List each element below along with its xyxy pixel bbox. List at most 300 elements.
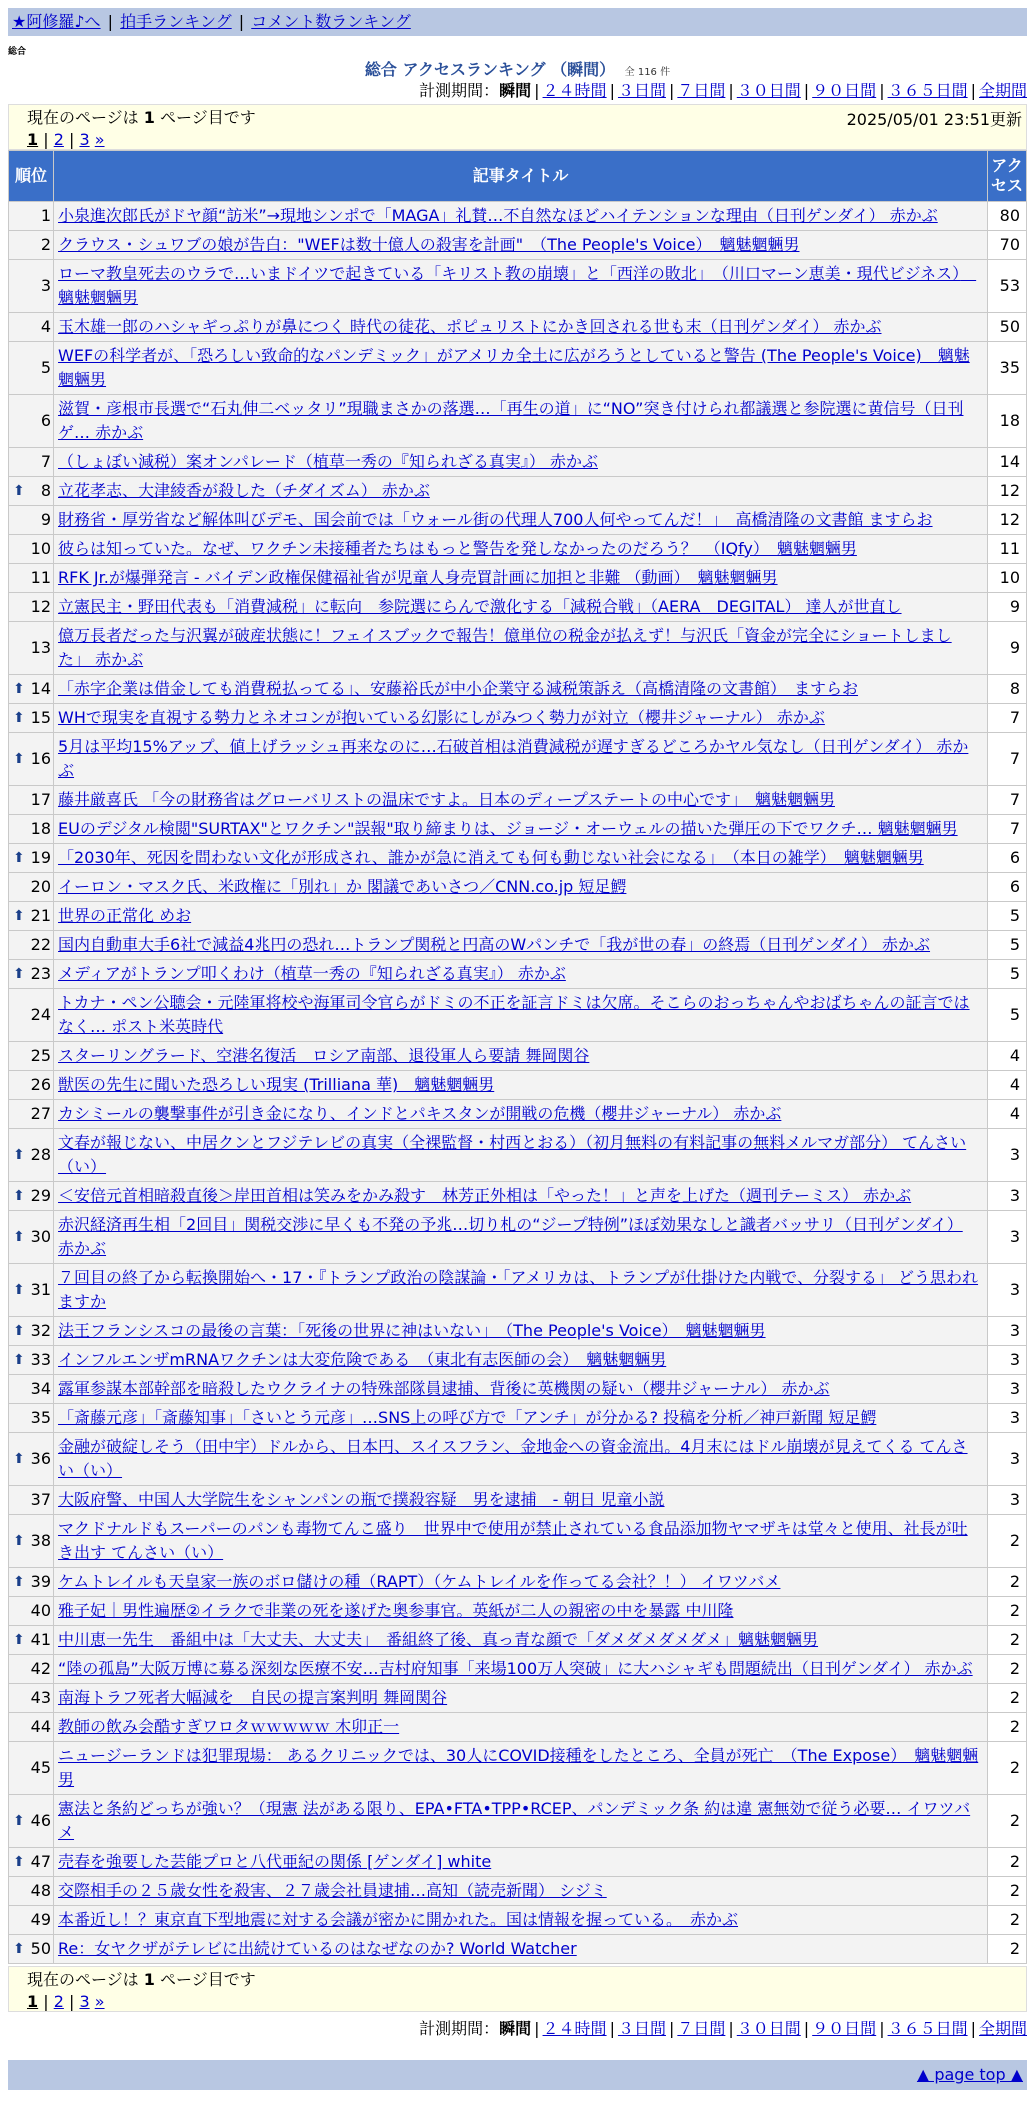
rank-number: 17 bbox=[30, 790, 52, 809]
table-row bbox=[9, 1626, 1026, 1654]
bottom-period-link-3[interactable]: ３０日間 bbox=[736, 2019, 801, 2038]
article-title-link[interactable]: 大阪府警、中国人大学院生をシャンパンの瓶で撲殺容疑 男を逮捕 - 朝日 児童小説 bbox=[58, 1490, 665, 1509]
rank-cell bbox=[9, 675, 53, 703]
table-row bbox=[9, 1597, 1026, 1625]
table-row bbox=[9, 1713, 1026, 1741]
title-cell bbox=[54, 202, 987, 230]
article-title-link[interactable]: 金融が破綻しそう（田中宇）ドルから、日本円、スイスフラン、金地金への資金流出。4月末にはドル崩壊が見えてくる てんさい（い） bbox=[58, 1437, 968, 1480]
table-row bbox=[9, 1906, 1026, 1934]
table-row bbox=[9, 231, 1026, 259]
rank-number: 35 bbox=[30, 1408, 52, 1427]
article-title-link[interactable]: 億万長者だった与沢翼が破産状態に！フェイスブックで報告！億単位の税金が払えず！与沢氏「資金が完全にショートしました」 赤かぶ bbox=[58, 626, 952, 669]
article-title-link[interactable]: 「2030年、死因を問わない文化が形成され、誰かが急に消えても何も動じない社会になる」 （本日の雑学） 魑魅魍魎男 bbox=[58, 848, 924, 867]
title-cell bbox=[54, 593, 987, 621]
article-title-link[interactable]: 小泉進次郎氏がドヤ顔“訪米”→現地シンポで「MAGA」礼賛…不自然なほどハイテンションな理由（日刊ゲンダイ） 赤かぶ bbox=[58, 206, 938, 225]
table-row bbox=[9, 313, 1026, 341]
title-cell bbox=[54, 704, 987, 732]
access-count: 18 bbox=[988, 395, 1026, 447]
rank-cell bbox=[9, 506, 53, 534]
top-period-link-2[interactable]: ７日間 bbox=[677, 81, 726, 100]
title-cell bbox=[54, 231, 987, 259]
rank-cell bbox=[9, 1795, 53, 1847]
pager-links bbox=[27, 129, 1008, 151]
article-title-link[interactable]: 獣医の先生に聞いた恐ろしい現実 (Trilliana 華) 魑魅魍魎男 bbox=[58, 1075, 495, 1094]
rank-number: 4 bbox=[40, 317, 52, 336]
access-count: 3 bbox=[988, 1433, 1026, 1485]
article-title-link[interactable]: 本番近し！？東京直下型地震に対する会議が密かに開かれた。国は情報を握っている。 赤かぶ bbox=[58, 1910, 739, 1929]
table-row bbox=[9, 342, 1026, 394]
table-row bbox=[9, 786, 1026, 814]
table-row bbox=[9, 1848, 1026, 1876]
rank-cell bbox=[9, 313, 53, 341]
rank-number: 10 bbox=[30, 539, 52, 558]
rank-number: 25 bbox=[30, 1046, 52, 1065]
up-arrow-icon: ⬆ bbox=[13, 966, 25, 982]
rank-cell bbox=[9, 844, 53, 872]
up-arrow-icon: ⬆ bbox=[13, 751, 25, 767]
access-count: 4 bbox=[988, 1100, 1026, 1128]
article-title-link[interactable]: WEFの科学者が、「恐ろしい致命的なパンデミック」がアメリカ全土に広がろうとしていると警告 (The People's Voice) 魑魅魍魎男 bbox=[58, 346, 970, 389]
rank-number: 24 bbox=[30, 1005, 52, 1024]
access-count: 3 bbox=[988, 1211, 1026, 1263]
access-count: 2 bbox=[988, 1655, 1026, 1683]
rank-cell bbox=[9, 1182, 53, 1210]
article-title-link[interactable]: スターリングラード、空港名復活 ロシア南部、退役軍人ら要請 舞岡関谷 bbox=[58, 1046, 590, 1065]
pager-text-after: ページ目です bbox=[160, 1970, 256, 1989]
pager-page-link[interactable]: 2 bbox=[53, 130, 64, 149]
pager-status bbox=[27, 1969, 1008, 1991]
title-cell bbox=[54, 448, 987, 476]
page-top-link[interactable]: ▲ page top ▲ bbox=[916, 2065, 1023, 2084]
pager-page-link[interactable]: 2 bbox=[53, 1992, 64, 2011]
title-cell bbox=[54, 1071, 987, 1099]
rank-cell bbox=[9, 622, 53, 674]
article-title-link[interactable]: ケムトレイルも天皇家一族のボロ儲けの種（RAPT）（ケムトレイルを作ってる会社？！） イワツバメ bbox=[58, 1572, 781, 1591]
period-separator: | bbox=[534, 2019, 540, 2038]
title-cell bbox=[54, 1404, 987, 1432]
access-count: 3 bbox=[988, 1264, 1026, 1316]
title-cell bbox=[54, 1346, 987, 1374]
top-period-link-5[interactable]: ３６５日間 bbox=[887, 81, 968, 100]
table-row bbox=[9, 564, 1026, 592]
title-cell bbox=[54, 1486, 987, 1514]
title-cell bbox=[54, 1742, 987, 1794]
section-label: 総合 bbox=[8, 47, 27, 57]
rank-cell bbox=[9, 1375, 53, 1403]
article-title-link[interactable]: 玉木雄一郎のハシャギっぷりが鼻につく 時代の徒花、ポピュリストにかき回される世も末（日刊ゲンダイ） 赤かぶ bbox=[58, 317, 882, 336]
up-arrow-icon: ⬆ bbox=[13, 1533, 25, 1549]
table-row bbox=[9, 1346, 1026, 1374]
rank-cell bbox=[9, 231, 53, 259]
table-row bbox=[9, 960, 1026, 988]
bottom-period-link-2[interactable]: ７日間 bbox=[677, 2019, 726, 2038]
access-count: 2 bbox=[988, 1795, 1026, 1847]
article-title-link[interactable]: 憲法と条約どっちが強い？（現憲 法がある限り、EPA•FTA•TPP•RCEP、パンデミック条 約は違 憲無効で従う必要… イワツバメ bbox=[58, 1799, 971, 1842]
article-title-link[interactable]: 南海トラフ死者大幅減を 自民の提言案判明 舞岡関谷 bbox=[58, 1688, 448, 1707]
pager-next-link[interactable]: » bbox=[94, 1992, 105, 2011]
top-period-link-3[interactable]: ３０日間 bbox=[736, 81, 801, 100]
period-separator: | bbox=[879, 2019, 885, 2038]
rank-number: 27 bbox=[30, 1104, 52, 1123]
up-arrow-icon: ⬆ bbox=[13, 1574, 25, 1590]
article-title-link[interactable]: 雅子妃｜男性遍歴②イラクで非業の死を遂げた奥参事官。英紙が二人の親密の中を暴露 中川隆 bbox=[58, 1601, 734, 1620]
title-cell bbox=[54, 1684, 987, 1712]
title-cell bbox=[54, 1713, 987, 1741]
rank-number: 45 bbox=[30, 1758, 52, 1777]
article-title-link[interactable]: マクドナルドもスーパーのパンも毒物てんこ盛り 世界中で使用が禁止されている食品添加物ヤマザキは堂々と使用、社長が吐き出す てんさい（い） bbox=[58, 1519, 968, 1562]
article-title-link[interactable]: 財務省・厚労省など解体叫びデモ、国会前では「ウォール街の代理人700人何やってんだ！」 高橋清隆の文書館 ますらお bbox=[58, 510, 933, 529]
title-cell bbox=[54, 873, 987, 901]
title-cell bbox=[54, 535, 987, 563]
title-cell bbox=[54, 1182, 987, 1210]
title-cell bbox=[54, 260, 987, 312]
rank-cell bbox=[9, 1935, 53, 1963]
rank-number: 20 bbox=[30, 877, 52, 896]
nav-link-applause-ranking[interactable]: 拍手ランキング bbox=[120, 12, 232, 31]
rank-cell bbox=[9, 902, 53, 930]
table-row bbox=[9, 1935, 1026, 1963]
rank-number: 22 bbox=[30, 935, 52, 954]
pager-separator: | bbox=[38, 130, 54, 149]
access-count: 6 bbox=[988, 844, 1026, 872]
up-arrow-icon: ⬆ bbox=[13, 483, 25, 499]
rank-cell bbox=[9, 342, 53, 394]
rank-number: 3 bbox=[40, 276, 52, 295]
title-cell bbox=[54, 1655, 987, 1683]
title-cell bbox=[54, 313, 987, 341]
table-row bbox=[9, 675, 1026, 703]
article-title-link[interactable]: 立花孝志、大津綾香が殺した（チダイズム） 赤かぶ bbox=[58, 481, 430, 500]
article-title-link[interactable]: 法王フランシスコの最後の言葉：「死後の世界に神はいない」 （The People's Voice） 魑魅魍魎男 bbox=[58, 1321, 766, 1340]
rank-cell bbox=[9, 960, 53, 988]
article-title-link[interactable]: 世界の正常化 めお bbox=[58, 906, 192, 925]
rank-number: 12 bbox=[30, 597, 52, 616]
table-row bbox=[9, 1742, 1026, 1794]
up-arrow-icon: ⬆ bbox=[13, 710, 25, 726]
nav-link-asyura[interactable]: ★阿修羅♪へ bbox=[12, 12, 101, 31]
rank-cell bbox=[9, 1877, 53, 1905]
top-period-link-4[interactable]: ９０日間 bbox=[812, 81, 877, 100]
pager-next-link[interactable]: » bbox=[94, 130, 105, 149]
top-nav-bar bbox=[8, 8, 1027, 36]
access-count: 2 bbox=[988, 1568, 1026, 1596]
table-row bbox=[9, 931, 1026, 959]
header-rank: 順位 bbox=[9, 151, 53, 201]
pager-text-before: 現在のページは bbox=[27, 108, 139, 127]
table-row bbox=[9, 815, 1026, 843]
access-count: 12 bbox=[988, 506, 1026, 534]
rank-number: 6 bbox=[40, 411, 52, 430]
nav-separator: | bbox=[107, 12, 114, 31]
total-count: 全 116 件 bbox=[624, 67, 671, 78]
pager-current-page: 1 bbox=[143, 108, 155, 127]
rank-cell bbox=[9, 477, 53, 505]
period-separator: | bbox=[668, 81, 675, 100]
article-title-link[interactable]: クラウス・シュワブの娘が告白："WEFは数十億人の殺害を計画" （The People's Voice） 魑魅魍魎男 bbox=[58, 235, 800, 254]
access-count: 11 bbox=[988, 535, 1026, 563]
access-count: 7 bbox=[988, 786, 1026, 814]
article-title-link[interactable]: Re：女ヤクザがテレビに出続けているのはなぜなのか? World Watcher bbox=[58, 1939, 577, 1958]
table-row bbox=[9, 535, 1026, 563]
article-title-link[interactable]: 国内自動車大手6社で減益4兆円の恐れ…トランプ関税と円高のWパンチで「我が世の春」の終焉（日刊ゲンダイ） 赤かぶ bbox=[58, 935, 931, 954]
up-arrow-icon: ⬆ bbox=[13, 681, 25, 697]
article-title-link[interactable]: ＜安倍元首相暗殺直後＞岸田首相は笑みをかみ殺す 林芳正外相は「やった！」と声を上げた（週刊テーミス） 赤かぶ bbox=[58, 1186, 912, 1205]
article-title-link[interactable]: インフルエンザmRNAワクチンは大変危険である （東北有志医師の会） 魑魅魍魎男 bbox=[58, 1350, 667, 1369]
page-title: 総合 アクセスランキング （瞬間） bbox=[364, 60, 616, 79]
up-arrow-icon: ⬆ bbox=[13, 1188, 25, 1204]
rank-cell bbox=[9, 873, 53, 901]
ranking-heading bbox=[0, 60, 1035, 80]
nav-link-comment-ranking[interactable]: コメント数ランキング bbox=[251, 12, 411, 31]
title-cell bbox=[54, 1626, 987, 1654]
rank-cell bbox=[9, 786, 53, 814]
article-title-link[interactable]: カシミールの襲撃事件が引き金になり、インドとパキスタンが開戦の危機（櫻井ジャーナル） 赤かぶ bbox=[58, 1104, 782, 1123]
article-title-link[interactable]: 彼らは知っていた。なぜ、ワクチン未接種者たちはもっと警告を発しなかったのだろう？ （IQfy） 魑魅魍魎男 bbox=[58, 539, 857, 558]
table-row bbox=[9, 1042, 1026, 1070]
table-row bbox=[9, 622, 1026, 674]
rank-number: 29 bbox=[30, 1186, 52, 1205]
access-count: 2 bbox=[988, 1742, 1026, 1794]
table-row bbox=[9, 1264, 1026, 1316]
up-arrow-icon: ⬆ bbox=[13, 1282, 25, 1298]
access-count: 3 bbox=[988, 1129, 1026, 1181]
rank-cell bbox=[9, 1071, 53, 1099]
pager-text-after: ページ目です bbox=[160, 108, 256, 127]
article-title-link[interactable]: EUのデジタル検閲"SURTAX"とワクチン"誤報"取り締まりは、ジョージ・オーウェルの描いた弾圧の下でワクチ… 魑魅魍魎男 bbox=[58, 819, 958, 838]
title-cell bbox=[54, 506, 987, 534]
pager-page-current: 1 bbox=[27, 130, 39, 149]
rank-number: 46 bbox=[30, 1811, 52, 1830]
title-cell bbox=[54, 1375, 987, 1403]
table-row bbox=[9, 1795, 1026, 1847]
rank-number: 49 bbox=[30, 1910, 52, 1929]
table-row bbox=[9, 902, 1026, 930]
rank-number: 9 bbox=[40, 510, 52, 529]
article-title-link[interactable]: 立憲民主・野田代表も「消費減税」に転向 参院選にらんで激化する「減税合戦」（AERA DEGITAL） 達人が世直し bbox=[58, 597, 902, 616]
access-count: 9 bbox=[988, 593, 1026, 621]
pager-bottom bbox=[8, 1966, 1027, 2012]
rank-number: 33 bbox=[30, 1350, 52, 1369]
rank-cell bbox=[9, 1433, 53, 1485]
title-cell bbox=[54, 1568, 987, 1596]
table-row bbox=[9, 260, 1026, 312]
rank-number: 28 bbox=[30, 1145, 52, 1164]
rank-number: 39 bbox=[30, 1572, 52, 1591]
ranking-table bbox=[8, 150, 1027, 1964]
period-current: 瞬間 bbox=[499, 81, 532, 100]
article-title-link[interactable]: 露軍参謀本部幹部を暗殺したウクライナの特殊部隊員逮捕、背後に英機関の疑い（櫻井ジャーナル） 赤かぶ bbox=[58, 1379, 830, 1398]
rank-number: 16 bbox=[30, 749, 52, 768]
title-cell bbox=[54, 1795, 987, 1847]
rank-number: 18 bbox=[30, 819, 52, 838]
bottom-period-link-0[interactable]: ２４時間 bbox=[542, 2019, 607, 2038]
title-cell bbox=[54, 1433, 987, 1485]
title-cell bbox=[54, 815, 987, 843]
article-title-link[interactable]: RFK Jr.が爆弾発言 - バイデン政権保健福祉省が児童人身売買計画に加担と非難 （動画） 魑魅魍魎男 bbox=[58, 568, 778, 587]
title-cell bbox=[54, 733, 987, 785]
rank-cell bbox=[9, 448, 53, 476]
rank-cell bbox=[9, 1042, 53, 1070]
access-count: 3 bbox=[988, 1404, 1026, 1432]
article-title-link[interactable]: イーロン・マスク氏、米政権に「別れ」か 閣議であいさつ／CNN.co.jp 短足鰐 bbox=[58, 877, 627, 896]
title-cell bbox=[54, 1042, 987, 1070]
rank-number: 21 bbox=[30, 906, 52, 925]
rank-number: 19 bbox=[30, 848, 52, 867]
up-arrow-icon: ⬆ bbox=[13, 1451, 25, 1467]
title-cell bbox=[54, 1848, 987, 1876]
rank-number: 43 bbox=[30, 1688, 52, 1707]
article-title-link[interactable]: 赤沢経済再生相「2回目」関税交渉に早くも不発の予兆…切り札の“ジープ特例”ほぼ効果なしと識者バッサリ（日刊ゲンダイ） 赤かぶ bbox=[58, 1215, 963, 1258]
table-row bbox=[9, 477, 1026, 505]
access-count: 2 bbox=[988, 1848, 1026, 1876]
rank-cell bbox=[9, 1486, 53, 1514]
table-row bbox=[9, 1071, 1026, 1099]
header-access: アクセス bbox=[988, 151, 1026, 201]
rank-cell bbox=[9, 1515, 53, 1567]
table-row bbox=[9, 1375, 1026, 1403]
article-title-link[interactable]: 中川恵一先生 番組中は「大丈夫、大丈夫」 番組終了後、真っ青な顔で「ダメダメダメダメ」魑魅魍魎男 bbox=[58, 1630, 819, 1649]
table-row bbox=[9, 989, 1026, 1041]
article-title-link[interactable]: ローマ教皇死去のウラで…いまドイツで起きている「キリスト教の崩壊」と「西洋の敗北」 （川口マーン恵美・現代ビジネス） 魑魅魍魎男 bbox=[58, 264, 977, 307]
title-cell bbox=[54, 1935, 987, 1963]
bottom-period-link-1[interactable]: ３日間 bbox=[617, 2019, 666, 2038]
rank-cell bbox=[9, 989, 53, 1041]
table-row bbox=[9, 506, 1026, 534]
up-arrow-icon: ⬆ bbox=[13, 1941, 25, 1957]
title-cell bbox=[54, 989, 987, 1041]
rank-number: 48 bbox=[30, 1881, 52, 1900]
access-count: 5 bbox=[988, 960, 1026, 988]
article-title-link[interactable]: ７回目の終了から転換開始へ・17・『トランプ政治の陰謀論・「アメリカは、トランプが仕掛けた内戦で、分裂する」 どう思われますか bbox=[58, 1268, 979, 1311]
title-cell bbox=[54, 622, 987, 674]
article-title-link[interactable]: 藤井厳喜氏 「今の財務省はグローバリストの温床ですよ。日本のディープステートの中心です」 魑魅魍魎男 bbox=[58, 790, 835, 809]
rank-number: 31 bbox=[30, 1280, 52, 1299]
rank-number: 37 bbox=[30, 1490, 52, 1509]
pager-page-link[interactable]: 3 bbox=[79, 130, 90, 149]
article-title-link[interactable]: “陸の孤島”大阪万博に募る深刻な医療不安…吉村府知事「来場100万人突破」に大ハシャギも問題続出（日刊ゲンダイ） 赤かぶ bbox=[58, 1659, 973, 1678]
article-title-link[interactable]: （しょぼい減税）案オンパレード（植草一秀の『知られざる真実』） 赤かぶ bbox=[58, 452, 598, 471]
updated-timestamp: 2025/05/01 23:51更新 bbox=[846, 110, 1022, 129]
rank-cell bbox=[9, 535, 53, 563]
table-row bbox=[9, 1684, 1026, 1712]
title-cell bbox=[54, 1515, 987, 1567]
rank-cell bbox=[9, 1317, 53, 1345]
period-separator: | bbox=[534, 81, 540, 100]
up-arrow-icon: ⬆ bbox=[13, 1352, 25, 1368]
rank-number: 32 bbox=[30, 1321, 52, 1340]
access-count: 3 bbox=[988, 1317, 1026, 1345]
access-count: 2 bbox=[988, 1906, 1026, 1934]
table-row bbox=[9, 704, 1026, 732]
rank-number: 38 bbox=[30, 1531, 52, 1550]
bottom-period-link-5[interactable]: ３６５日間 bbox=[887, 2019, 968, 2038]
period-separator: | bbox=[970, 81, 976, 100]
article-title-link[interactable]: トカナ・ペン公聴会・元陸軍将校や海軍司令官らがドミの不正を証言ドミは欠席。そこらのおっちゃんやおばちゃんの証言ではなく… ポスト米英時代 bbox=[58, 993, 970, 1036]
title-cell bbox=[54, 902, 987, 930]
rank-cell bbox=[9, 260, 53, 312]
rank-number: 1 bbox=[40, 206, 52, 225]
title-cell bbox=[54, 1100, 987, 1128]
top-period-link-6[interactable]: 全期間 bbox=[978, 81, 1027, 100]
top-period-link-1[interactable]: ３日間 bbox=[617, 81, 666, 100]
table-row bbox=[9, 1182, 1026, 1210]
rank-number: 36 bbox=[30, 1449, 52, 1468]
title-cell bbox=[54, 342, 987, 394]
rank-cell bbox=[9, 1346, 53, 1374]
table-row bbox=[9, 1515, 1026, 1567]
access-count: 3 bbox=[988, 1346, 1026, 1374]
article-title-link[interactable]: 「赤字企業は借金しても消費税払ってる」、安藤裕氏が中小企業守る減税策訴え（高橋清隆の文書館） ますらお bbox=[58, 679, 859, 698]
rank-cell bbox=[9, 1404, 53, 1432]
article-title-link[interactable]: 滋賀・彦根市長選で“石丸伸二ベッタリ”現職まさかの落選…「再生の道」に“NO”突き付けられ都議選と参院選に黄信号（日刊ゲ… 赤かぶ bbox=[58, 399, 964, 442]
title-cell bbox=[54, 844, 987, 872]
access-count: 2 bbox=[988, 1713, 1026, 1741]
table-row bbox=[9, 1100, 1026, 1128]
table-row bbox=[9, 1568, 1026, 1596]
article-title-link[interactable]: メディアがトランプ叩くわけ（植草一秀の『知られざる真実』） 赤かぶ bbox=[58, 964, 566, 983]
article-title-link[interactable]: 教師の飲み会酷すぎワロタｗｗｗｗｗ 木卯正一 bbox=[58, 1717, 400, 1736]
pager-page-current: 1 bbox=[27, 1992, 39, 2011]
rank-cell bbox=[9, 202, 53, 230]
article-title-link[interactable]: WHで現実を直視する勢力とネオコンが抱いている幻影にしがみつく勢力が対立（櫻井ジャーナル） 赤かぶ bbox=[58, 708, 825, 727]
top-period-link-0[interactable]: ２４時間 bbox=[542, 81, 607, 100]
period-separator: | bbox=[668, 2019, 675, 2038]
table-row bbox=[9, 1211, 1026, 1263]
bottom-period-link-6[interactable]: 全期間 bbox=[978, 2019, 1027, 2038]
access-count: 12 bbox=[988, 477, 1026, 505]
pager bbox=[8, 104, 1027, 150]
pager-page-link[interactable]: 3 bbox=[79, 1992, 90, 2011]
table-row bbox=[9, 1655, 1026, 1683]
rank-cell bbox=[9, 1129, 53, 1181]
access-count: 10 bbox=[988, 564, 1026, 592]
table-row bbox=[9, 448, 1026, 476]
up-arrow-icon: ⬆ bbox=[13, 1229, 25, 1245]
title-cell bbox=[54, 931, 987, 959]
pager-separator: | bbox=[63, 130, 80, 149]
access-count: 6 bbox=[988, 873, 1026, 901]
article-title-link[interactable]: ニュージーランドは犯罪現場： あるクリニックでは、30人にCOVID接種をしたところ、全員が死亡 （The Expose） 魑魅魍魎男 bbox=[58, 1746, 979, 1789]
article-title-link[interactable]: 売春を強要した芸能プロと八代亜紀の関係 [ゲンダイ] white bbox=[58, 1852, 492, 1871]
access-count: 4 bbox=[988, 1071, 1026, 1099]
access-count: 14 bbox=[988, 448, 1026, 476]
rank-cell bbox=[9, 815, 53, 843]
rank-number: 13 bbox=[30, 638, 52, 657]
bottom-period-link-4[interactable]: ９０日間 bbox=[812, 2019, 877, 2038]
article-title-link[interactable]: 「斎藤元彦」「斎藤知事」「さいとう元彦」…SNS上の呼び方で「アンチ」が分かる? 投稿を分析／神戸新聞 短足鰐 bbox=[58, 1408, 877, 1427]
access-count: 9 bbox=[988, 622, 1026, 674]
title-cell bbox=[54, 1317, 987, 1345]
title-cell bbox=[54, 477, 987, 505]
title-cell bbox=[54, 675, 987, 703]
access-count: 70 bbox=[988, 231, 1026, 259]
rank-cell bbox=[9, 1684, 53, 1712]
table-row bbox=[9, 593, 1026, 621]
access-count: 2 bbox=[988, 1935, 1026, 1963]
pager-separator: | bbox=[38, 1992, 54, 2011]
title-cell bbox=[54, 395, 987, 447]
access-count: 7 bbox=[988, 704, 1026, 732]
article-title-link[interactable]: 交際相手の２５歳女性を殺害、２７歳会社員逮捕…高知（読売新聞） シジミ bbox=[58, 1881, 607, 1900]
rank-number: 11 bbox=[30, 568, 52, 587]
article-title-link[interactable]: 文春が報じない、中居クンとフジテレビの真実（全裸監督・村西とおる）（初月無料の有料記事の無料メルマガ部分） てんさい（い） bbox=[58, 1133, 967, 1176]
pager-separator: | bbox=[63, 1992, 80, 2011]
period-separator: | bbox=[879, 81, 885, 100]
article-title-link[interactable]: 5月は平均15%アップ、値上げラッシュ再来なのに…石破首相は消費減税が遅すぎるどころかヤル気なし（日刊ゲンダイ） 赤かぶ bbox=[58, 737, 969, 780]
rank-cell bbox=[9, 1848, 53, 1876]
pager-links bbox=[27, 1991, 1008, 2013]
rank-number: 8 bbox=[40, 481, 52, 500]
